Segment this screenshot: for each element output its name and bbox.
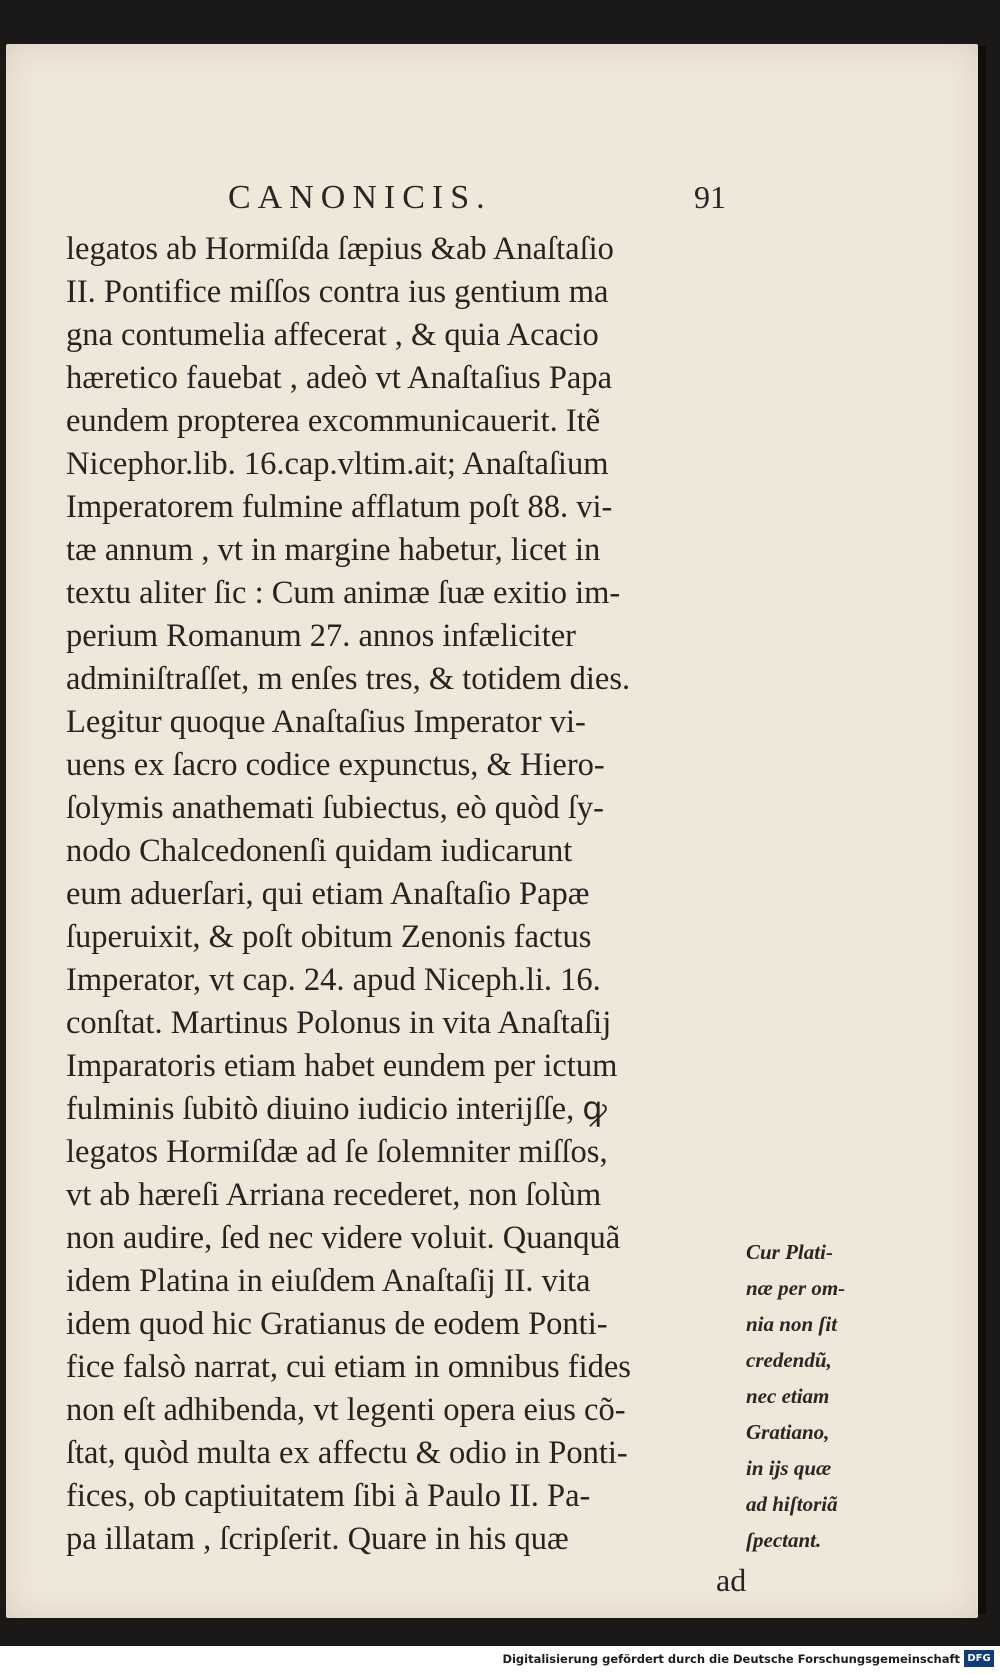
text-line: idem quod hic Gratianus de eodem Ponti-: [66, 1306, 608, 1342]
text-line: eum aduerſari, qui etiam Anaſtaſio Papæ: [66, 876, 590, 912]
text-line: textu aliter ſic : Cum animæ ſuæ exitio im-: [66, 575, 621, 611]
text-line: Nicephor.lib. 16.cap.vltim.ait; Anaſtaſium: [66, 446, 609, 482]
text-line: hæretico fauebat , adeò vt Anaſtaſius Papa: [66, 360, 613, 396]
book-page: [6, 44, 978, 1618]
marginal-line: in ijs quæ: [746, 1456, 832, 1480]
dfg-logo: DFG: [964, 1650, 994, 1667]
text-line: non audire, ſed nec videre voluit. Quanquã: [66, 1220, 621, 1256]
marginal-line: nia non ſit: [746, 1312, 838, 1336]
text-line: Imparatoris etiam habet eundem per ictum: [66, 1048, 618, 1084]
text-line: Imperatorem fulmine afflatum poſt 88. vi-: [66, 489, 613, 525]
marginal-line: credendũ,: [746, 1348, 832, 1372]
main-text-block: [66, 228, 746, 1561]
text-line: ſuperuixit, & poſt obitum Zenonis factus: [66, 919, 592, 955]
funding-credit: Digitalisierung gefördert durch die Deutsche Forschungsgemeinschaft: [502, 1652, 960, 1666]
text-line: pa illatam , ſcripſerit. Quare in his quæ: [66, 1521, 569, 1557]
text-line: gna contumelia affecerat , & quia Acacio: [66, 317, 599, 353]
text-line: uens ex ſacro codice expunctus, & Hiero-: [66, 747, 605, 783]
text-line: eundem propterea excommunicauerit. Itẽ: [66, 403, 601, 439]
text-line: Imperator, vt cap. 24. apud Niceph.li. 16.: [66, 962, 601, 998]
text-line: vt ab hæreſi Arriana recederet, non ſolùm: [66, 1177, 602, 1213]
marginal-line: næ per om-: [746, 1276, 846, 1300]
text-line: fulminis ſubitò diuino iudicio interijſſe, ꝙ: [66, 1091, 607, 1127]
page-number: 91: [694, 179, 726, 215]
running-title: CANONICIS.: [228, 179, 492, 216]
marginal-line: ad hiſtoriã: [746, 1492, 838, 1516]
text-line: perium Romanum 27. annos infæliciter: [66, 618, 576, 654]
text-line: non eſt adhibenda, vt legenti opera eius cõ-: [66, 1392, 626, 1428]
text-line: ſtat, quòd multa ex affectu & odio in Ponti-: [66, 1435, 628, 1471]
footer-bar: [0, 1646, 1000, 1674]
text-line: idem Platina in eiuſdem Anaſtaſij II. vita: [66, 1263, 591, 1299]
text-line: II. Pontifice miſſos contra ius gentium ma: [66, 274, 609, 310]
catchword: ad: [716, 1562, 747, 1598]
marginal-line: Gratiano,: [746, 1420, 830, 1444]
text-line: ſolymis anathemati ſubiectus, eò quòd ſy-: [66, 790, 604, 826]
marginal-line: Cur Plati-: [746, 1240, 833, 1264]
text-line: Legitur quoque Anaſtaſius Imperator vi-: [66, 704, 586, 740]
marginal-line: nec etiam: [746, 1384, 830, 1408]
text-line: tæ annum , vt in margine habetur, licet in: [66, 532, 601, 568]
text-line: nodo Chalcedonenſi quidam iudicarunt: [66, 833, 573, 869]
text-line: fices, ob captiuitatem ſibi à Paulo II. Pa-: [66, 1478, 591, 1514]
marginal-note: [746, 1234, 896, 1558]
marginal-line: ſpectant.: [746, 1528, 822, 1552]
text-line: legatos ab Hormiſda ſæpius &ab Anaſtaſio: [66, 231, 614, 267]
text-line: adminiſtraſſet, m enſes tres, & totidem dies.: [66, 661, 631, 697]
page-edge-shadow: [978, 46, 986, 1614]
running-head: [6, 179, 978, 229]
text-line: legatos Hormiſdæ ad ſe ſolemniter miſſos,: [66, 1134, 608, 1170]
text-line: conſtat. Martinus Polonus in vita Anaſtaſij: [66, 1005, 612, 1041]
text-line: fice falsò narrat, cui etiam in omnibus fides: [66, 1349, 631, 1385]
